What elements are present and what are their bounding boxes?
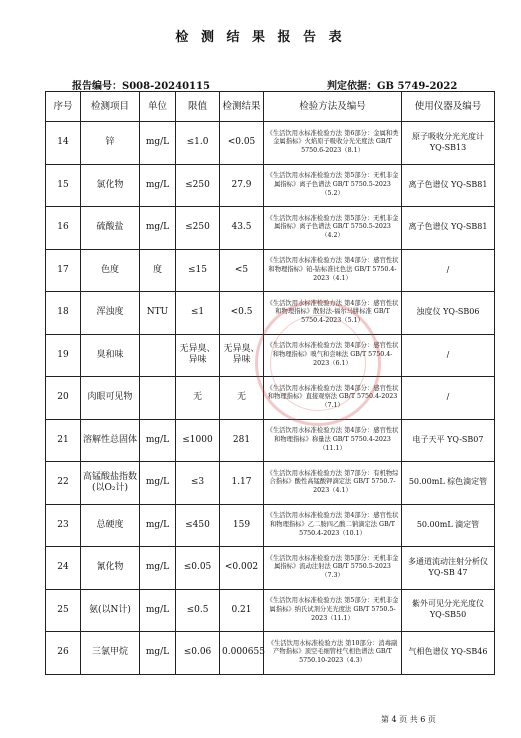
cell-method: 《生活饮用水标准检验方法 第5部分：无机非金属指标》离子色谱法 GB/T 5750.5-2023（5.2） <box>264 164 402 207</box>
cell-limit: 无 <box>176 377 220 420</box>
cell-unit: mg/L <box>140 632 176 675</box>
cell-method: 《生活饮用水标准检验方法 第4部分：感官性状和物理指标》嗅气和尝味法 GB/T 5750.4-2023（6.1） <box>264 334 402 377</box>
cell-instrument: 离子色谱仪 YQ-SB81 <box>402 164 495 207</box>
cell-method: 《生活饮用水标准检验方法 第10部分：消毒副产物指标》顶空毛细管柱气相色谱法 GB/T 5750.10-2023（4.3） <box>264 632 402 675</box>
cell-unit <box>140 377 176 420</box>
cell-result: 159 <box>220 504 264 547</box>
page-number: 第 4 页 共 6 页 <box>381 715 436 724</box>
col-header-item: 检测项目 <box>81 92 140 122</box>
cell-instrument: 浊度仪 YQ-SB06 <box>402 292 495 335</box>
cell-no: 16 <box>46 207 81 250</box>
cell-item: 氨(以N计) <box>81 589 140 632</box>
col-header-method: 检验方法及编号 <box>264 92 402 122</box>
cell-unit: mg/L <box>140 164 176 207</box>
cell-no: 24 <box>46 547 81 590</box>
cell-result: 43.5 <box>220 207 264 250</box>
cell-result: <5 <box>220 249 264 292</box>
cell-item: 总硬度 <box>81 504 140 547</box>
cell-unit: mg/L <box>140 462 176 505</box>
table-row <box>46 164 495 207</box>
cell-item: 高锰酸盐指数(以O₂计) <box>81 462 140 505</box>
table-row <box>46 589 495 632</box>
cell-unit: mg/L <box>140 419 176 462</box>
cell-result: 0.21 <box>220 589 264 632</box>
cell-unit: NTU <box>140 292 176 335</box>
cell-method: 《生活饮用水标准检验方法 第7部分：有机物综合指标》酸性高锰酸钾滴定法 GB/T 5750.7-2023（4.1） <box>264 462 402 505</box>
cell-method: 《生活饮用水标准检验方法 第4部分：感官性状和物理指标》铂-钴标准比色法 GB/T 5750.4-2023（4.1） <box>264 249 402 292</box>
cell-instrument: / <box>402 377 495 420</box>
cell-item: 硫酸盐 <box>81 207 140 250</box>
report-title: 检 测 结 果 报 告 表 <box>175 30 346 45</box>
cell-limit: 无异臭、异味 <box>176 334 220 377</box>
col-header-unit: 单位 <box>140 92 176 122</box>
cell-item: 色度 <box>81 249 140 292</box>
table-row <box>46 122 495 165</box>
cell-item: 溶解性总固体 <box>81 419 140 462</box>
cell-instrument: 离子色谱仪 YQ-SB81 <box>402 207 495 250</box>
cell-limit: ≤0.5 <box>176 589 220 632</box>
cell-instrument: 气相色谱仪 YQ-SB46 <box>402 632 495 675</box>
cell-item: 三氯甲烷 <box>81 632 140 675</box>
cell-unit <box>140 334 176 377</box>
cell-item: 氰化物 <box>81 547 140 590</box>
cell-item: 浑浊度 <box>81 292 140 335</box>
col-header-instrument: 使用仪器及编号 <box>402 92 495 122</box>
cell-limit: ≤250 <box>176 164 220 207</box>
table-header-row <box>46 92 495 122</box>
cell-item: 锌 <box>81 122 140 165</box>
cell-method: 《生活饮用水标准检验方法 第5部分：无机非金属指标》离子色谱法 GB/T 5750.5-2023（4.2） <box>264 207 402 250</box>
cell-instrument: / <box>402 334 495 377</box>
cell-unit: mg/L <box>140 504 176 547</box>
inspection-seal-stamp <box>255 300 381 426</box>
cell-result: 无异臭、异味 <box>220 334 264 377</box>
cell-unit: mg/L <box>140 589 176 632</box>
cell-item: 氯化物 <box>81 164 140 207</box>
col-header-limit: 限值 <box>176 92 220 122</box>
cell-instrument: 紫外可见分光光度仪 YQ-SB50 <box>402 589 495 632</box>
cell-no: 17 <box>46 249 81 292</box>
cell-method: 《生活饮用水标准检验方法 第4部分：感官性状和物理指标》直接观察法 GB/T 5750.4-2023（7.1） <box>264 377 402 420</box>
cell-limit: ≤1 <box>176 292 220 335</box>
table-row <box>46 632 495 675</box>
cell-limit: ≤3 <box>176 462 220 505</box>
cell-unit: mg/L <box>140 122 176 165</box>
cell-limit: ≤15 <box>176 249 220 292</box>
cell-no: 15 <box>46 164 81 207</box>
cell-no: 14 <box>46 122 81 165</box>
cell-limit: ≤250 <box>176 207 220 250</box>
cell-limit: ≤1.0 <box>176 122 220 165</box>
cell-method: 《生活饮用水标准检验方法 第4部分：感官性状和物理指标》称量法 GB/T 5750.4-2023（11.1） <box>264 419 402 462</box>
cell-unit: mg/L <box>140 207 176 250</box>
cell-no: 23 <box>46 504 81 547</box>
cell-no: 21 <box>46 419 81 462</box>
table-row <box>46 547 495 590</box>
cell-no: 22 <box>46 462 81 505</box>
cell-result: <0.05 <box>220 122 264 165</box>
cell-result: <0.002 <box>220 547 264 590</box>
table-row <box>46 249 495 292</box>
cell-result: <0.5 <box>220 292 264 335</box>
cell-limit: ≤0.06 <box>176 632 220 675</box>
cell-no: 26 <box>46 632 81 675</box>
cell-result: 0.000655 <box>220 632 264 675</box>
cell-no: 25 <box>46 589 81 632</box>
table-row <box>46 419 495 462</box>
table-row <box>46 462 495 505</box>
cell-method: 《生活饮用水标准检验方法 第6部分：金属和类金属指标》火焰原子吸收分光光度法 GB/T 5750.6-2023（8.1） <box>264 122 402 165</box>
cell-instrument: 50.00mL 棕色滴定管 <box>402 462 495 505</box>
cell-instrument: 多通道流动注射分析仪 YQ-SB 47 <box>402 547 495 590</box>
cell-no: 19 <box>46 334 81 377</box>
cell-item: 肉眼可见物 <box>81 377 140 420</box>
cell-method: 《生活饮用水标准检验方法 第4部分：感官性状和物理指标》散射法-福尔马肼标准 GB/T 5750.4-2023（5.1） <box>264 292 402 335</box>
cell-instrument: / <box>402 249 495 292</box>
cell-instrument: 原子吸收分光光度计 YQ-SB13 <box>402 122 495 165</box>
col-header-no: 序号 <box>46 92 81 122</box>
cell-limit: ≤0.05 <box>176 547 220 590</box>
cell-unit: 度 <box>140 249 176 292</box>
table-row <box>46 504 495 547</box>
cell-result: 281 <box>220 419 264 462</box>
cell-method: 《生活饮用水标准检验方法 第4部分：感官性状和物理指标》乙二胺四乙酸二钠滴定法 GB/T 5750.4-2023（10.1） <box>264 504 402 547</box>
cell-unit: mg/L <box>140 547 176 590</box>
table-row <box>46 207 495 250</box>
judgment-basis: 判定依据：GB 5749-2022 <box>327 81 458 92</box>
cell-no: 18 <box>46 292 81 335</box>
cell-method: 《生活饮用水标准检验方法 第5部分：无机非金属指标》纳氏试剂分光光度法 GB/T 5750.5-2023（11.1） <box>264 589 402 632</box>
cell-result: 1.17 <box>220 462 264 505</box>
cell-limit: ≤450 <box>176 504 220 547</box>
cell-item: 臭和味 <box>81 334 140 377</box>
cell-result: 27.9 <box>220 164 264 207</box>
cell-no: 20 <box>46 377 81 420</box>
cell-result: 无 <box>220 377 264 420</box>
cell-limit: ≤1000 <box>176 419 220 462</box>
cell-instrument: 50.00mL 滴定管 <box>402 504 495 547</box>
cell-method: 《生活饮用水标准检验方法 第5部分：无机非金属指标》流动注射法 GB/T 5750.5-2023（7.3） <box>264 547 402 590</box>
col-header-result: 检测结果 <box>220 92 264 122</box>
cell-instrument: 电子天平 YQ-SB07 <box>402 419 495 462</box>
report-number: 报告编号：S008-20240115 <box>72 81 210 92</box>
